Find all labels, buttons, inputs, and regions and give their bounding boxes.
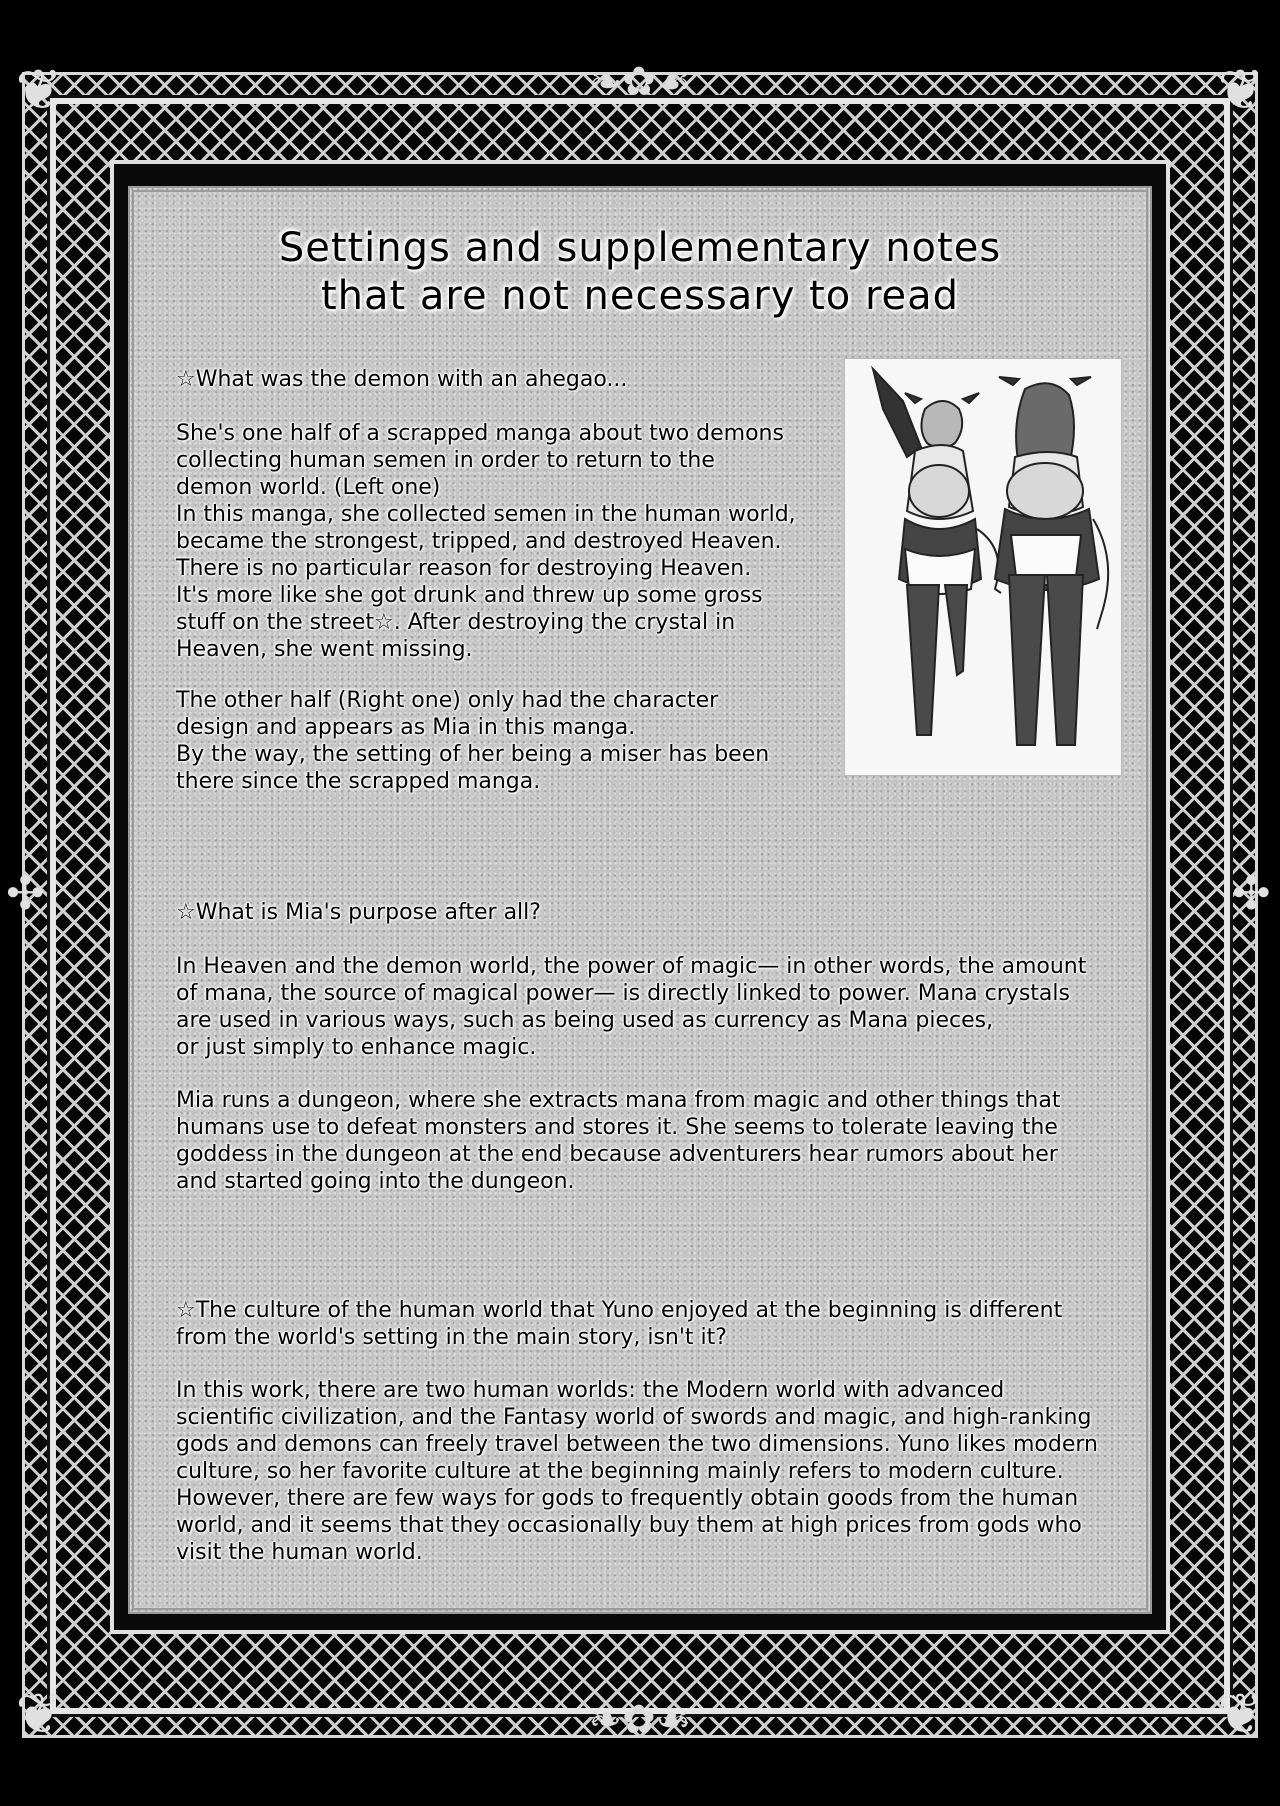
two-demon-girls-illustration xyxy=(844,358,1122,776)
section-1-paragraph-2: The other half (Right one) only had the character design and appears as Mia in this manga. By the way, the setting of her being a miser has been there since the scrapped manga. xyxy=(176,688,770,794)
bottom-flourish-icon: ❧✿☙ xyxy=(588,1697,692,1743)
top-flourish-icon: ❧✿☙ xyxy=(588,59,692,105)
illustration-icon xyxy=(845,359,1121,775)
section-2-paragraph-2: Mia runs a dungeon, where she extracts mana from magic and other things that humans use to defeat monsters and stores it. She seems to tolerate leaving the goddess in the dungeon at the end because adventurers hear rumors about her and started going into the dungeon. xyxy=(176,1088,1061,1194)
corner-flourish-icon: ❦ xyxy=(1217,58,1265,123)
section-1-paragraph-1: She's one half of a scrapped manga about two demons collecting human semen in order to return to the demon world. (Left one) In this manga, she collected semen in the human world, became the strongest, tripped, and destroyed Heaven. There is no particular reason for destroying Heaven. It's more like she got drunk and threw up some gross stuff on the street☆. After destroying the crystal in Heaven, she went missing. xyxy=(176,421,796,662)
corner-flourish-icon: ❦ xyxy=(15,58,63,123)
section-3-heading: ☆The culture of the human world that Yuno enjoyed at the beginning is different from the world's setting in the main story, isn't it? xyxy=(176,1298,1063,1350)
title-line-2: that are not necessary to read xyxy=(320,273,960,319)
section-3-paragraph-1: In this work, there are two human worlds: the Modern world with advanced scientific civilization, and the Fantasy world of swords and magic, and high-ranking gods and demons can freely travel between the two dimensions. Yuno likes modern culture, so her favorite culture at the beginning mainly refers to modern culture. However, there are few ways for gods to frequently obtain goods from the human world, and it seems that they occasionally buy them at high prices from gods who visit the human world. xyxy=(176,1378,1098,1565)
section-1-heading: ☆What was the demon with an ahegao... xyxy=(176,367,628,392)
section-2-paragraph-1: In Heaven and the demon world, the power of magic— in other words, the amount of mana, the source of magical power— is directly linked to power. Mana crystals are used in various ways, such as being used as currency as Mana pieces, or just simply to enhance magic. xyxy=(176,954,1087,1060)
side-flourish-icon: ✣ xyxy=(6,866,45,920)
corner-flourish-icon: ❦ xyxy=(1217,1682,1265,1747)
page-title xyxy=(230,224,1050,320)
title-line-1: Settings and supplementary notes xyxy=(278,225,1002,271)
corner-flourish-icon: ❦ xyxy=(15,1682,63,1747)
side-flourish-icon: ✣ xyxy=(1232,866,1271,920)
section-2-heading: ☆What is Mia's purpose after all? xyxy=(176,900,541,925)
